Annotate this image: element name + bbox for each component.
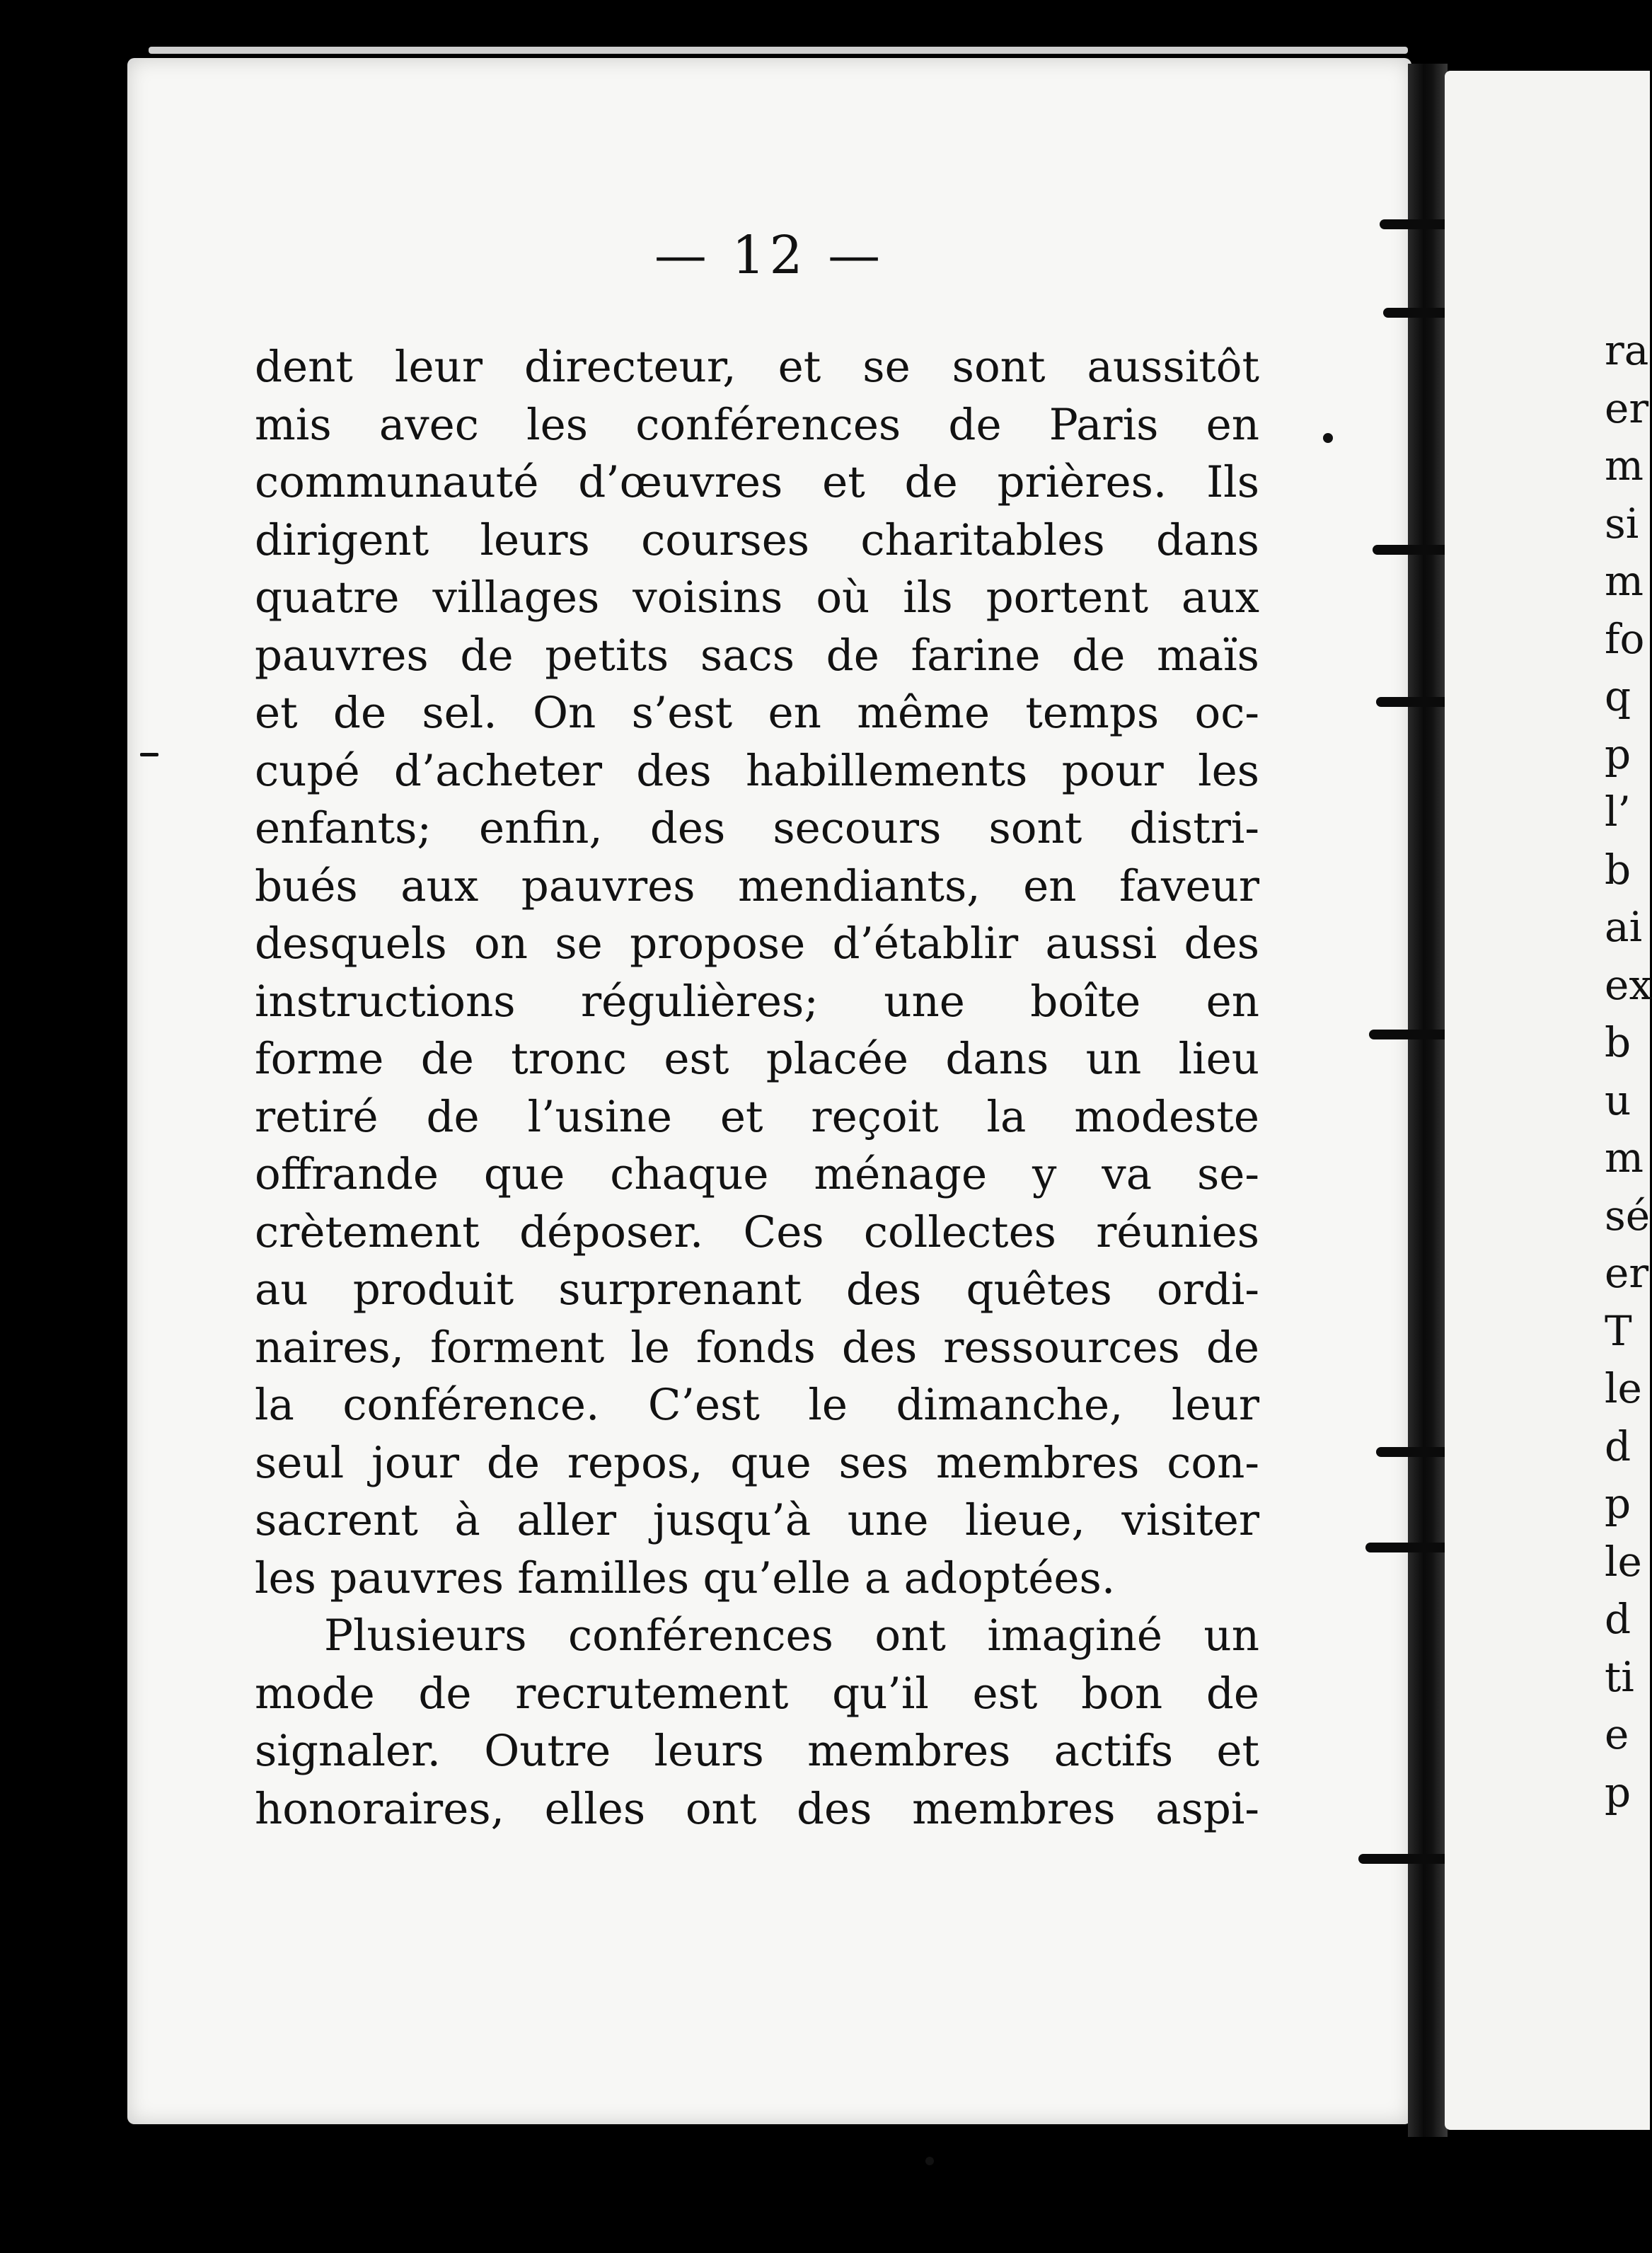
text-line-paragraph-end: les pauvres familles qu’elle a adoptées.	[255, 1552, 1116, 1603]
text-line: mis avec les conférences de Paris en	[255, 399, 1259, 450]
text-line-paragraph-start: Plusieurs conférences ont imaginé un	[324, 1610, 1259, 1661]
text-line: et de sel. On s’est en même temps oc-	[255, 688, 1259, 738]
text-line: sacrent à aller jusqu’à une lieue, visiter	[255, 1495, 1259, 1545]
text-fragment: sé	[1605, 1191, 1651, 1240]
ink-speck	[1323, 433, 1333, 443]
text-fragment: e	[1605, 1710, 1629, 1758]
text-fragment: T	[1605, 1306, 1632, 1355]
text-fragment: b	[1605, 845, 1631, 894]
text-line: offrande que chaque ménage y va se-	[255, 1149, 1259, 1199]
text-fragment: d	[1605, 1595, 1631, 1643]
text-line: crètement déposer. Ces collectes réunies	[255, 1206, 1259, 1257]
text-line: enfants; enfin, des secours sont distri-	[255, 803, 1259, 853]
page-number: — 12 —	[654, 225, 885, 286]
text-line: forme de tronc est placée dans un lieu	[255, 1034, 1259, 1084]
text-fragment: m	[1605, 442, 1644, 490]
text-fragment: l’	[1605, 788, 1631, 836]
text-fragment: er	[1605, 384, 1649, 432]
text-line: la conférence. C’est le dimanche, leur	[255, 1380, 1259, 1430]
text-fragment: er	[1605, 1249, 1649, 1297]
text-fragment: ti	[1605, 1652, 1634, 1701]
text-line: desquels on se propose d’établir aussi des	[255, 918, 1259, 969]
text-line: bués aux pauvres mendiants, en faveur	[255, 860, 1259, 911]
text-line: pauvres de petits sacs de farine de maïs	[255, 630, 1259, 681]
text-fragment: ai	[1605, 903, 1643, 951]
text-fragment: fo	[1605, 614, 1645, 663]
text-fragment: u	[1605, 1076, 1631, 1124]
text-fragment: m	[1605, 1134, 1644, 1182]
text-line: instructions régulières; une boîte en	[255, 976, 1259, 1027]
text-fragment: q	[1605, 672, 1631, 720]
ink-speck	[140, 753, 158, 756]
text-line: cupé d’acheter des habillements pour les	[255, 745, 1259, 796]
text-fragment: p	[1605, 1480, 1631, 1528]
text-fragment: ex	[1605, 960, 1652, 1009]
text-fragment: b	[1605, 1018, 1631, 1066]
text-line: seul jour de repos, que ses membres con-	[255, 1437, 1259, 1488]
text-line: retiré de l’usine et reçoit la modeste	[255, 1091, 1259, 1142]
text-fragment: si	[1605, 499, 1639, 548]
text-fragment: m	[1605, 557, 1644, 605]
text-line: mode de recrutement qu’il est bon de	[255, 1668, 1259, 1719]
text-fragment: p	[1605, 730, 1631, 778]
ink-speck	[925, 2157, 934, 2165]
underlying-page-edge	[149, 47, 1408, 54]
left-page-body-text	[255, 338, 1259, 1838]
text-fragment: p	[1605, 1768, 1631, 1816]
text-line: naires, forment le fonds des ressources de	[255, 1322, 1259, 1373]
text-fragment: d	[1605, 1422, 1631, 1470]
text-line: signaler. Outre leurs membres actifs et	[255, 1726, 1259, 1776]
text-line: communauté d’œuvres et de prières. Ils	[255, 457, 1259, 507]
text-fragment: le	[1605, 1364, 1642, 1412]
text-line: dent leur directeur, et se sont aussitôt	[255, 342, 1259, 392]
text-fragment: le	[1605, 1537, 1642, 1586]
text-line: au produit surprenant des quêtes ordi-	[255, 1264, 1259, 1315]
book-binding	[1408, 64, 1448, 2137]
text-fragment: ra	[1605, 326, 1649, 374]
text-line: honoraires, elles ont des membres aspi-	[255, 1783, 1259, 1834]
text-line: dirigent leurs courses charitables dans	[255, 514, 1259, 565]
text-line: quatre villages voisins où ils portent aux	[255, 572, 1259, 623]
right-page-text-fragments	[1605, 322, 1652, 1821]
